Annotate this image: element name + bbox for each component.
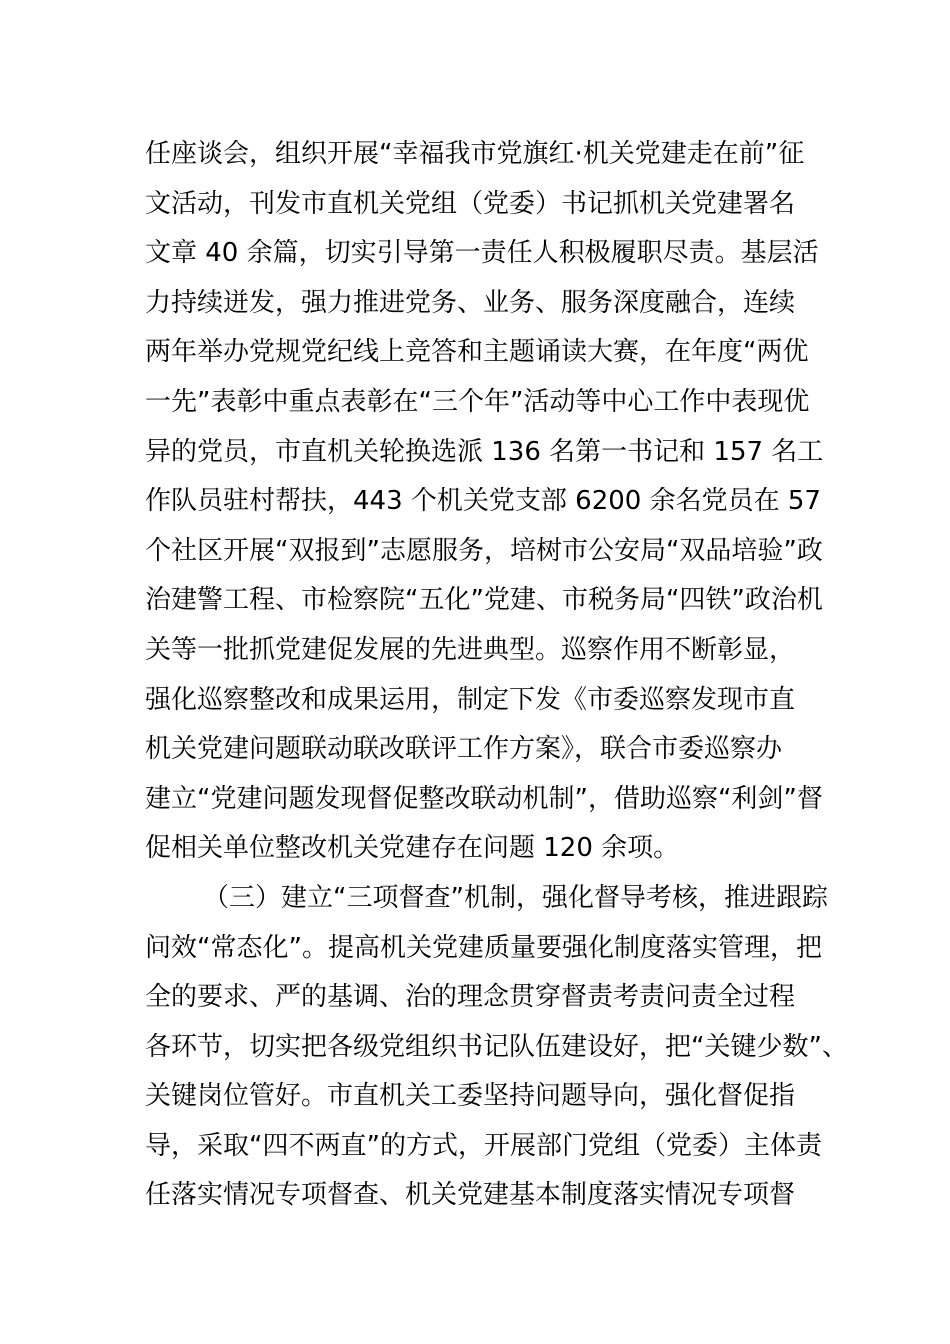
- text-line: 文章 40 余篇，切实引导第一责任人积极履职尽责。基层活: [145, 238, 819, 269]
- body-text: [145, 130, 848, 1221]
- text-line: 机关党建问题联动联改联评工作方案》，联合市委巡察办: [145, 734, 783, 765]
- text-line: 异的党员，市直机关轮换选派 136 名第一书记和 157 名工: [145, 436, 824, 467]
- text-line: 导，采取“四不两直”的方式，开展部门党组（党委）主体责: [145, 1130, 822, 1161]
- text-line: 建立“党建问题发现督促整改联动机制”，借助巡察“利剑”督: [145, 783, 823, 814]
- text-line: 任座谈会，组织开展“幸福我市党旗红·机关党建走在前”征: [145, 139, 805, 169]
- text-line: 关键岗位管好。市直机关工委坚持问题导向，强化督促指: [145, 1081, 796, 1112]
- text-line: 全的要求、严的基调、治的理念贯穿督责考责问责全过程: [145, 982, 796, 1013]
- text-line: 个社区开展“双报到”志愿服务，培树市公安局“双品培验”政: [145, 535, 823, 566]
- text-line: 两年举办党规党纪线上竞答和主题诵读大赛，在年度“两优: [145, 337, 809, 368]
- text-line: 作队员驻村帮扶，443 个机关党支部 6200 余名党员在 57: [145, 486, 821, 517]
- text-line: 治建警工程、市检察院“五化”党建、市税务局“四铁”政治机: [145, 585, 823, 616]
- text-line: 促相关单位整改机关党建存在问题 120 余项。: [145, 833, 680, 864]
- text-line: 任落实情况专项督查、机关党建基本制度落实情况专项督: [145, 1180, 796, 1211]
- text-line: 强化巡察整改和成果运用，制定下发《市委巡察发现市直: [145, 684, 796, 715]
- text-line: 关等一批抓党建促发展的先进典型。巡察作用不断彰显，: [145, 634, 796, 665]
- text-line: 一先”表彰中重点表彰在“三个年”活动等中心工作中表现优: [145, 386, 810, 417]
- text-line: 问效“常态化”。提高机关党建质量要强化制度落实管理，把: [145, 932, 822, 963]
- text-line: 文活动，刊发市直机关党组（党委）书记抓机关党建署名: [145, 188, 796, 219]
- section-heading-line: （三）建立“三项督查”机制，强化督导考核，推进跟踪: [203, 882, 828, 913]
- text-line: 各环节，切实把各级党组织书记队伍建设好，把“关键少数”、: [145, 1031, 848, 1062]
- text-line: 力持续迸发，强力推进党务、业务、服务深度融合，连续: [145, 287, 796, 318]
